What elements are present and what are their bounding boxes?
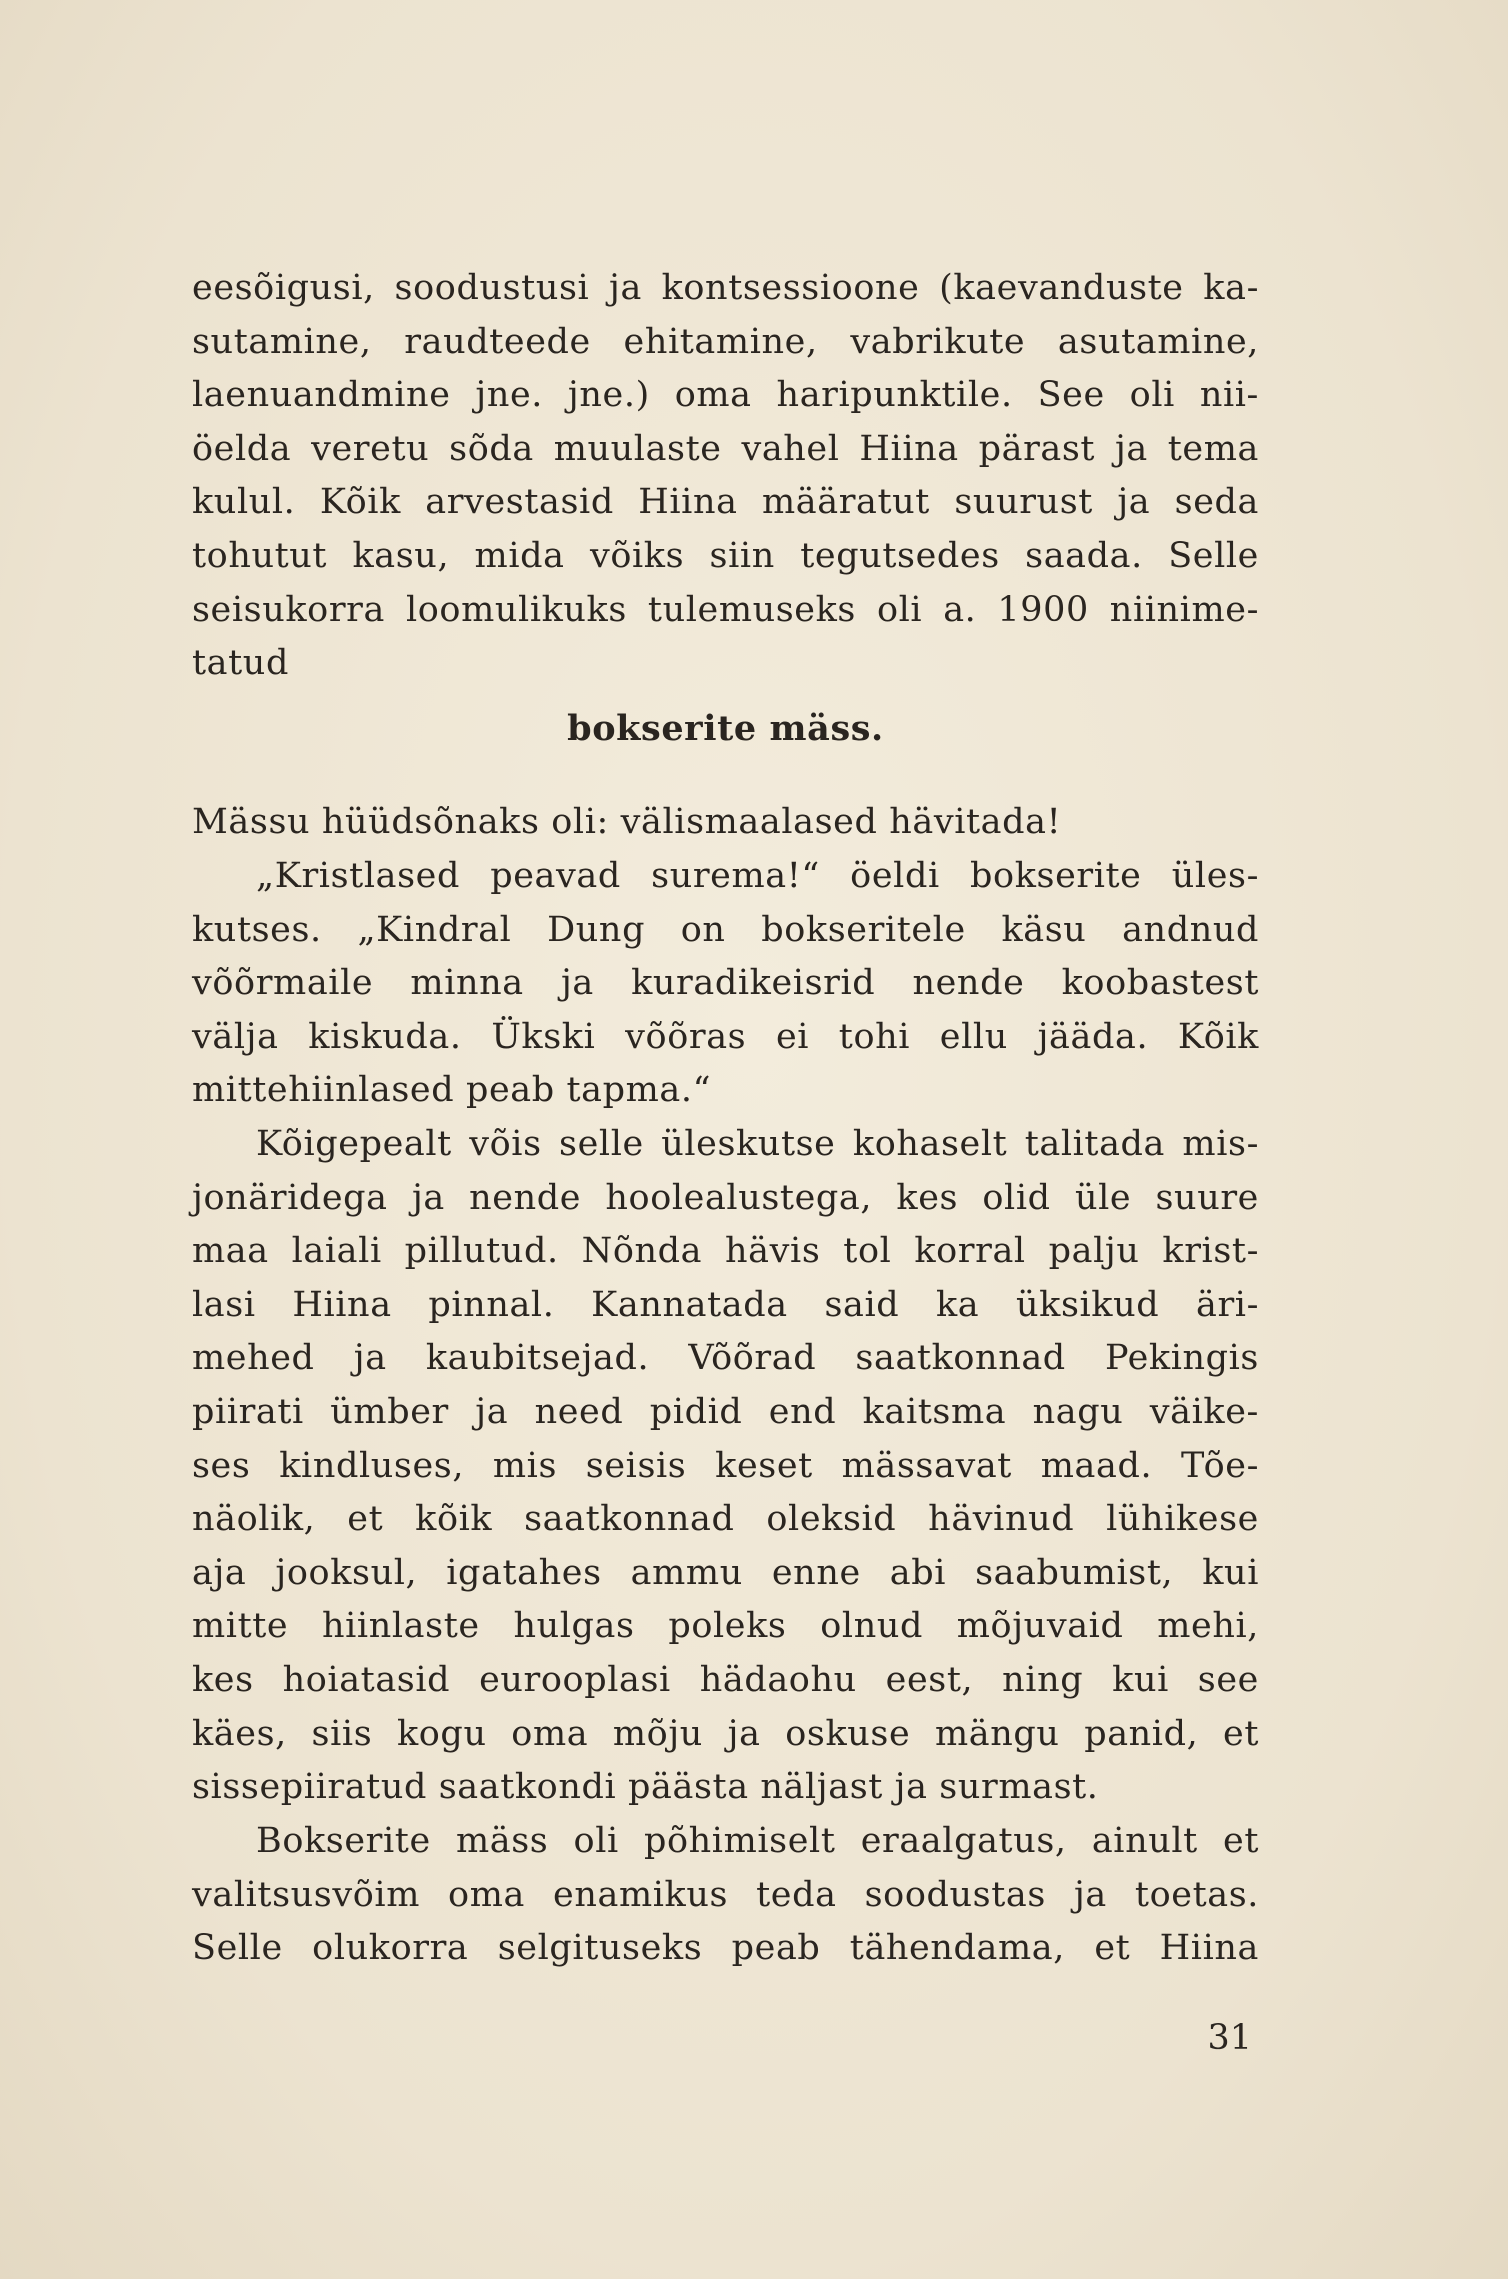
text-line: välja kiskuda. Ükski võõras ei tohi ellu jääda. Kõik xyxy=(192,1016,1259,1057)
text-line: mitte hiinlaste hulgas poleks olnud mõjuvaid mehi, xyxy=(192,1606,1259,1647)
text-line: sutamine, raudteede ehitamine, vabrikute asutamine, xyxy=(192,321,1259,362)
text-line: kutses. „Kindral Dung on bokseritele käsu andnud xyxy=(192,909,1259,950)
text-line: valitsusvõim oma enamikus teda soodustas ja toetas. xyxy=(192,1874,1259,1915)
text-line: võõrmaile minna ja kuradikeisrid nende koobastest xyxy=(192,963,1259,1004)
text-line: aja jooksul, igatahes ammu enne abi saabumist, kui xyxy=(192,1552,1259,1593)
paragraph-1 xyxy=(192,262,1259,691)
text-line: eesõigusi, soodustusi ja kontsessioone (kaevanduste ka- xyxy=(192,268,1259,308)
text-line: „Kristlased peavad surema!“ öeldi bokserite üles- xyxy=(256,856,1259,896)
text-line: lasi Hiina pinnal. Kannatada said ka üksikud äri- xyxy=(192,1284,1259,1325)
text-line: laenuandmine jne. jne.) oma haripunktile. See oli nii- xyxy=(192,375,1259,416)
text-line: Selle olukorra selgituseks peab tähendama, et Hiina xyxy=(192,1928,1259,1969)
text-line: jonäridega ja nende hoolealustega, kes olid üle suure xyxy=(192,1177,1259,1218)
paragraph-4 xyxy=(192,1118,1259,1815)
text-line: sissepiiratud saatkondi päästa näljast ja surmast. xyxy=(192,1767,1099,1808)
text-line: ses kindluses, mis seisis keset mässavat maad. Tõe- xyxy=(192,1445,1259,1486)
paragraph-3 xyxy=(192,850,1259,1118)
text-line: Kõigepealt võis selle üleskutse kohaselt talitada mis- xyxy=(256,1124,1259,1164)
text-line: tatud xyxy=(192,643,289,684)
text-line: mehed ja kaubitsejad. Võõrad saatkonnad Pekingis xyxy=(192,1338,1259,1379)
text-line: kulul. Kõik arvestasid Hiina määratut suurust ja seda xyxy=(192,482,1259,523)
section-heading: bokserite mäss. xyxy=(567,708,884,749)
text-line: kes hoiatasid eurooplasi hädaohu eest, ning kui see xyxy=(192,1659,1259,1700)
text-line: maa laiali pillutud. Nõnda hävis tol korral palju krist- xyxy=(192,1231,1259,1272)
text-line: näolik, et kõik saatkonnad oleksid hävinud lühikese xyxy=(192,1499,1259,1540)
page-number: 31 xyxy=(1207,2018,1252,2058)
text-line: Mässu hüüdsõnaks oli: välismaalased hävitada! xyxy=(192,802,1062,842)
text-line: öelda veretu sõda muulaste vahel Hiina pärast ja tema xyxy=(192,428,1259,469)
text-line: mittehiinlased peab tapma.“ xyxy=(192,1070,712,1111)
paragraph-2 xyxy=(192,796,1259,850)
text-line: tohutut kasu, mida võiks siin tegutsedes saada. Selle xyxy=(192,535,1259,576)
text-line: Bokserite mäss oli põhimiselt eraalgatus, ainult et xyxy=(256,1821,1259,1861)
paragraph-5 xyxy=(192,1815,1259,1976)
text-line: piirati ümber ja need pidid end kaitsma nagu väike- xyxy=(192,1391,1259,1432)
text-line: käes, siis kogu oma mõju ja oskuse mängu panid, et xyxy=(192,1713,1259,1754)
text-line: seisukorra loomulikuks tulemuseks oli a. 1900 niinime- xyxy=(192,589,1259,630)
